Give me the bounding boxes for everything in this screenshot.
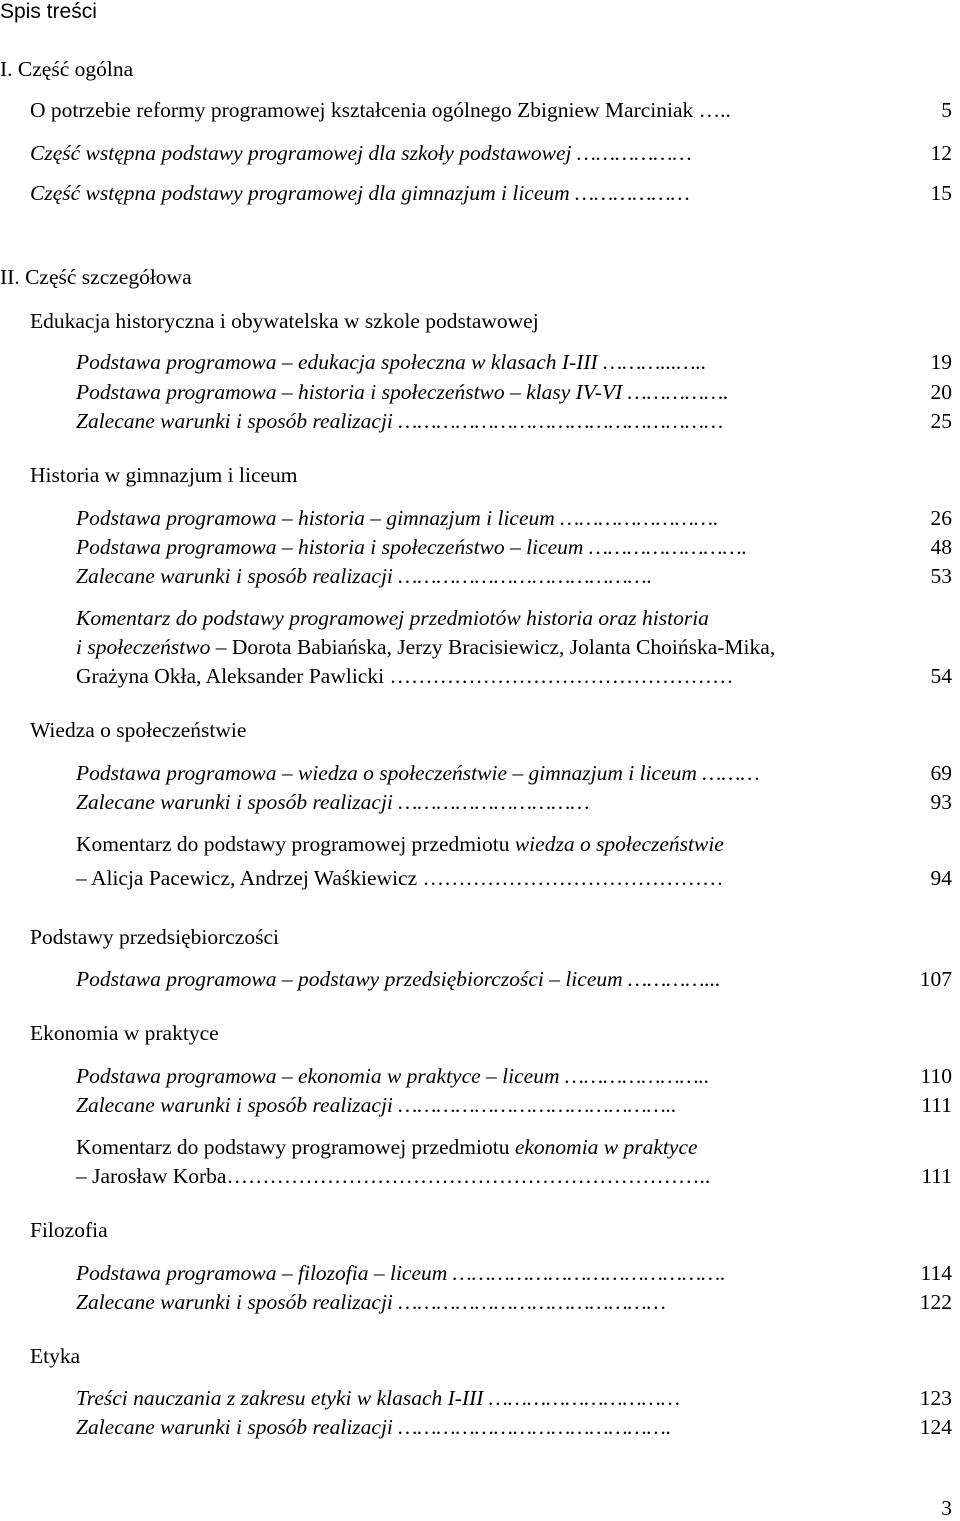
commentary-italic: i społeczeństwo bbox=[76, 635, 211, 659]
toc-page-number: 20 bbox=[930, 380, 952, 404]
toc-entry: Zalecane warunki i sposób realizacji …………………………………….. bbox=[76, 1093, 677, 1117]
toc-entry: O potrzebie reformy programowej kształcenia ogólnego Zbigniew Marciniak ….. bbox=[30, 98, 731, 122]
toc-page-number: 110 bbox=[920, 1064, 952, 1088]
section-heading: Filozofia bbox=[30, 1218, 108, 1242]
toc-entry: Podstawa programowa – historia – gimnazjum i liceum ……………………. bbox=[76, 506, 719, 530]
toc-page-number: 19 bbox=[930, 350, 952, 374]
section-heading: Historia w gimnazjum i liceum bbox=[30, 463, 298, 487]
page-number: 3 bbox=[941, 1496, 952, 1520]
toc-entry: Zalecane warunki i sposób realizacji …………………………………………… bbox=[76, 409, 724, 433]
section-heading: Wiedza o społeczeństwie bbox=[30, 718, 247, 742]
commentary-plain: Komentarz do podstawy programowej przedmiotu bbox=[76, 832, 515, 856]
toc-entry: Treści nauczania z zakresu etyki w klasach I-III ………………………… bbox=[76, 1386, 680, 1410]
toc-page-number: 26 bbox=[930, 506, 952, 530]
toc-entry: Podstawa programowa – wiedza o społeczeństwie – gimnazjum i liceum ……… bbox=[76, 761, 760, 785]
toc-page-number: 123 bbox=[919, 1386, 952, 1410]
part-heading: I. Część ogólna bbox=[0, 57, 134, 81]
toc-page-number: 124 bbox=[919, 1415, 952, 1439]
commentary-line bbox=[76, 832, 724, 856]
toc-page-number: 114 bbox=[920, 1261, 952, 1285]
toc-page-number: 15 bbox=[930, 181, 952, 205]
toc-entry: Podstawa programowa – podstawy przedsiębiorczości – liceum …………... bbox=[76, 967, 721, 991]
toc-page-number: 111 bbox=[921, 1093, 952, 1117]
toc-page-number: 5 bbox=[941, 98, 952, 122]
toc-entry: Podstawa programowa – ekonomia w praktyce – liceum ………………….. bbox=[76, 1064, 710, 1088]
toc-page-number: 93 bbox=[930, 790, 952, 814]
toc-entry: Zalecane warunki i sposób realizacji ……………………………………. bbox=[76, 1415, 672, 1439]
toc-page-number: 54 bbox=[930, 664, 952, 688]
toc-entry: Zalecane warunki i sposób realizacji …………………………………. bbox=[76, 564, 653, 588]
commentary-line: Komentarz do podstawy programowej przedmiotów historia oraz historia bbox=[76, 606, 709, 630]
commentary-italic: ekonomia w praktyce bbox=[514, 1135, 698, 1159]
commentary-line bbox=[76, 635, 775, 659]
toc-page-number: 48 bbox=[930, 535, 952, 559]
toc-entry: Zalecane warunki i sposób realizacji ………………………… bbox=[76, 790, 590, 814]
section-heading: Edukacja historyczna i obywatelska w szkole podstawowej bbox=[30, 309, 539, 333]
toc-entry: Część wstępna podstawy programowej dla gimnazjum i liceum ……………… bbox=[30, 181, 690, 205]
commentary-italic: wiedza o społeczeństwie bbox=[514, 832, 724, 856]
commentary-plain: Komentarz do podstawy programowej przedmiotu bbox=[76, 1135, 515, 1159]
section-heading: Ekonomia w praktyce bbox=[30, 1021, 219, 1045]
commentary-line: – Jarosław Korba………………………………………………………….. bbox=[76, 1164, 711, 1188]
toc-page-number: 69 bbox=[930, 761, 952, 785]
toc-page-number: 107 bbox=[919, 967, 952, 991]
toc-entry: Zalecane warunki i sposób realizacji …………………………………… bbox=[76, 1290, 666, 1314]
commentary-line: – Alicja Pacewicz, Andrzej Waśkiewicz …………………………………… bbox=[76, 866, 724, 890]
toc-entry: Podstawa programowa – filozofia – liceum ……………………………………. bbox=[76, 1261, 726, 1285]
toc-entry: Podstawa programowa – historia i społeczeństwo – klasy IV-VI ……………. bbox=[76, 380, 729, 404]
toc-page-number: 111 bbox=[921, 1164, 952, 1188]
part-heading: II. Część szczegółowa bbox=[0, 265, 192, 289]
toc-page-number: 25 bbox=[930, 409, 952, 433]
toc-page-number: 94 bbox=[930, 866, 952, 890]
toc-entry: Podstawa programowa – historia i społeczeństwo – liceum ……………………. bbox=[76, 535, 748, 559]
toc-page-number: 122 bbox=[919, 1290, 952, 1314]
toc-title: Spis treści bbox=[0, 0, 97, 23]
section-heading: Etyka bbox=[30, 1344, 81, 1368]
commentary-authors: – Dorota Babiańska, Jerzy Bracisiewicz, Jolanta Choińska-Mika, bbox=[210, 635, 776, 659]
section-heading: Podstawy przedsiębiorczości bbox=[30, 925, 279, 949]
toc-entry: Część wstępna podstawy programowej dla szkoły podstawowej ……………… bbox=[30, 141, 692, 165]
commentary-line bbox=[76, 1135, 698, 1159]
toc-entry: Podstawa programowa – edukacja społeczna w klasach I-III ………...….. bbox=[76, 350, 707, 374]
toc-page-number: 53 bbox=[930, 564, 952, 588]
commentary-line: Grażyna Okła, Aleksander Pawlicki ………………………………………… bbox=[76, 664, 734, 688]
toc-page-number: 12 bbox=[930, 141, 952, 165]
